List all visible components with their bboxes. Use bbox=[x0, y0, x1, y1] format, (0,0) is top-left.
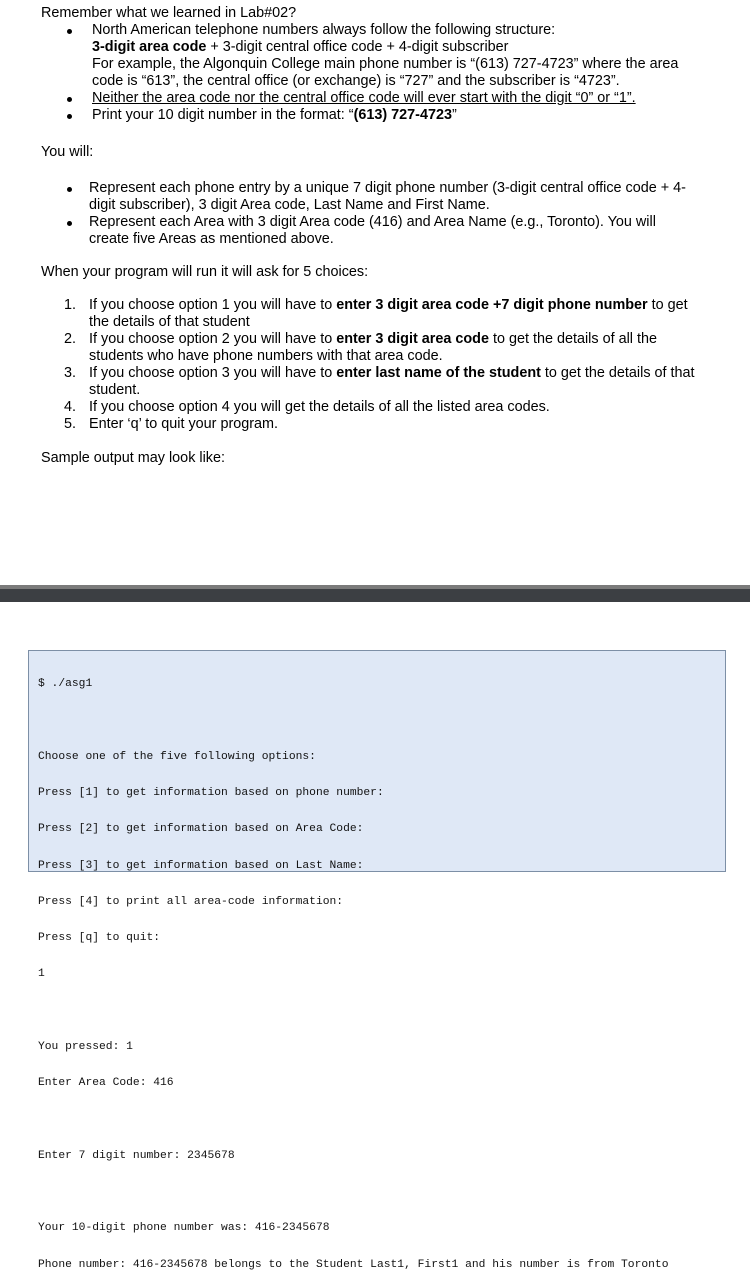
document-page bbox=[0, 0, 750, 585]
phone-structure-format: 3-digit area code + 3-digit central office code + 4-digit subscriber bbox=[92, 39, 509, 55]
page-divider-bar bbox=[0, 589, 750, 602]
terminal-line: Enter 7 digit number: 2345678 bbox=[38, 1149, 235, 1162]
you-will-list bbox=[89, 180, 714, 248]
choices-list bbox=[64, 297, 714, 433]
bullet-icon bbox=[67, 221, 72, 226]
terminal-line bbox=[38, 714, 725, 726]
phone-structure-text: North American telephone numbers always follow the following structure: bbox=[92, 22, 556, 38]
bullet-icon bbox=[67, 114, 72, 119]
digit-rule-text: Neither the area code nor the central office code will ever start with the digit “0” or “1”. bbox=[92, 90, 636, 106]
list-item: Represent each phone entry by a unique 7 digit phone number (3-digit central office code + 4- digit subscriber), 3 digit Area code, Last Name and First Name. bbox=[89, 180, 714, 214]
list-item bbox=[92, 22, 702, 90]
list-item: 5. Enter ‘q’ to quit your program. bbox=[64, 416, 279, 432]
list-item: 1. If you choose option 1 you will have to enter 3 digit area code +7 digit phone number to get the details of that student bbox=[64, 297, 688, 330]
terminal-line: Enter Area Code: 416 bbox=[38, 1077, 174, 1090]
you-will-heading: You will: bbox=[41, 144, 94, 160]
terminal-line: Choose one of the five following options: bbox=[38, 750, 316, 763]
terminal-line: Your 10-digit phone number was: 416-2345678 bbox=[38, 1222, 330, 1235]
list-item: 3. If you choose option 3 you will have to enter last name of the student to get the details of that student. bbox=[64, 365, 695, 398]
terminal-line: $ ./asg1 bbox=[38, 678, 93, 691]
example-text-line: For example, the Algonquin College main phone number is “(613) 727-4723” where the area bbox=[92, 56, 679, 72]
format-example: (613) 727-4723 bbox=[353, 107, 452, 123]
list-item: 4. If you choose option 4 you will get the details of all the listed area codes. bbox=[64, 399, 550, 415]
choices-heading: When your program will run it will ask for 5 choices: bbox=[41, 264, 369, 280]
sample-output-heading: Sample output may look like: bbox=[41, 450, 225, 466]
lab-recap-list bbox=[92, 22, 702, 124]
list-item: Print your 10 digit number in the format: “(613) 727-4723” bbox=[92, 107, 702, 124]
list-item bbox=[92, 90, 702, 107]
terminal-line bbox=[38, 1114, 725, 1126]
terminal-line: Press [4] to print all area-code information: bbox=[38, 895, 344, 908]
terminal-line: Press [3] to get information based on Last Name: bbox=[38, 859, 364, 872]
bullet-icon bbox=[67, 29, 72, 34]
terminal-line: Press [1] to get information based on phone number: bbox=[38, 787, 384, 800]
terminal-line: 1 bbox=[38, 968, 45, 981]
terminal-line bbox=[38, 1186, 725, 1198]
terminal-line: Phone number: 416-2345678 belongs to the Student Last1, First1 and his number is from Toronto bbox=[38, 1258, 669, 1271]
terminal-output bbox=[28, 650, 726, 1271]
bullet-icon bbox=[67, 97, 72, 102]
terminal-line bbox=[38, 1005, 725, 1017]
example-text-line: code is “613”, the central office (or exchange) is “727” and the subscriber is “4723”. bbox=[92, 73, 620, 89]
list-item: Represent each Area with 3 digit Area code (416) and Area Name (e.g., Toronto). You will create five Areas as mentioned above. bbox=[89, 214, 714, 248]
bullet-icon bbox=[67, 187, 72, 192]
terminal-line: You pressed: 1 bbox=[38, 1041, 133, 1053]
terminal-line: Press [q] to quit: bbox=[38, 932, 161, 945]
lab-recap-heading: Remember what we learned in Lab#02? bbox=[41, 5, 297, 21]
terminal-line: Press [2] to get information based on Area Code: bbox=[38, 823, 364, 836]
list-item: 2. If you choose option 2 you will have to enter 3 digit area code to get the details of all the students who have phone numbers with that area code. bbox=[64, 331, 657, 364]
